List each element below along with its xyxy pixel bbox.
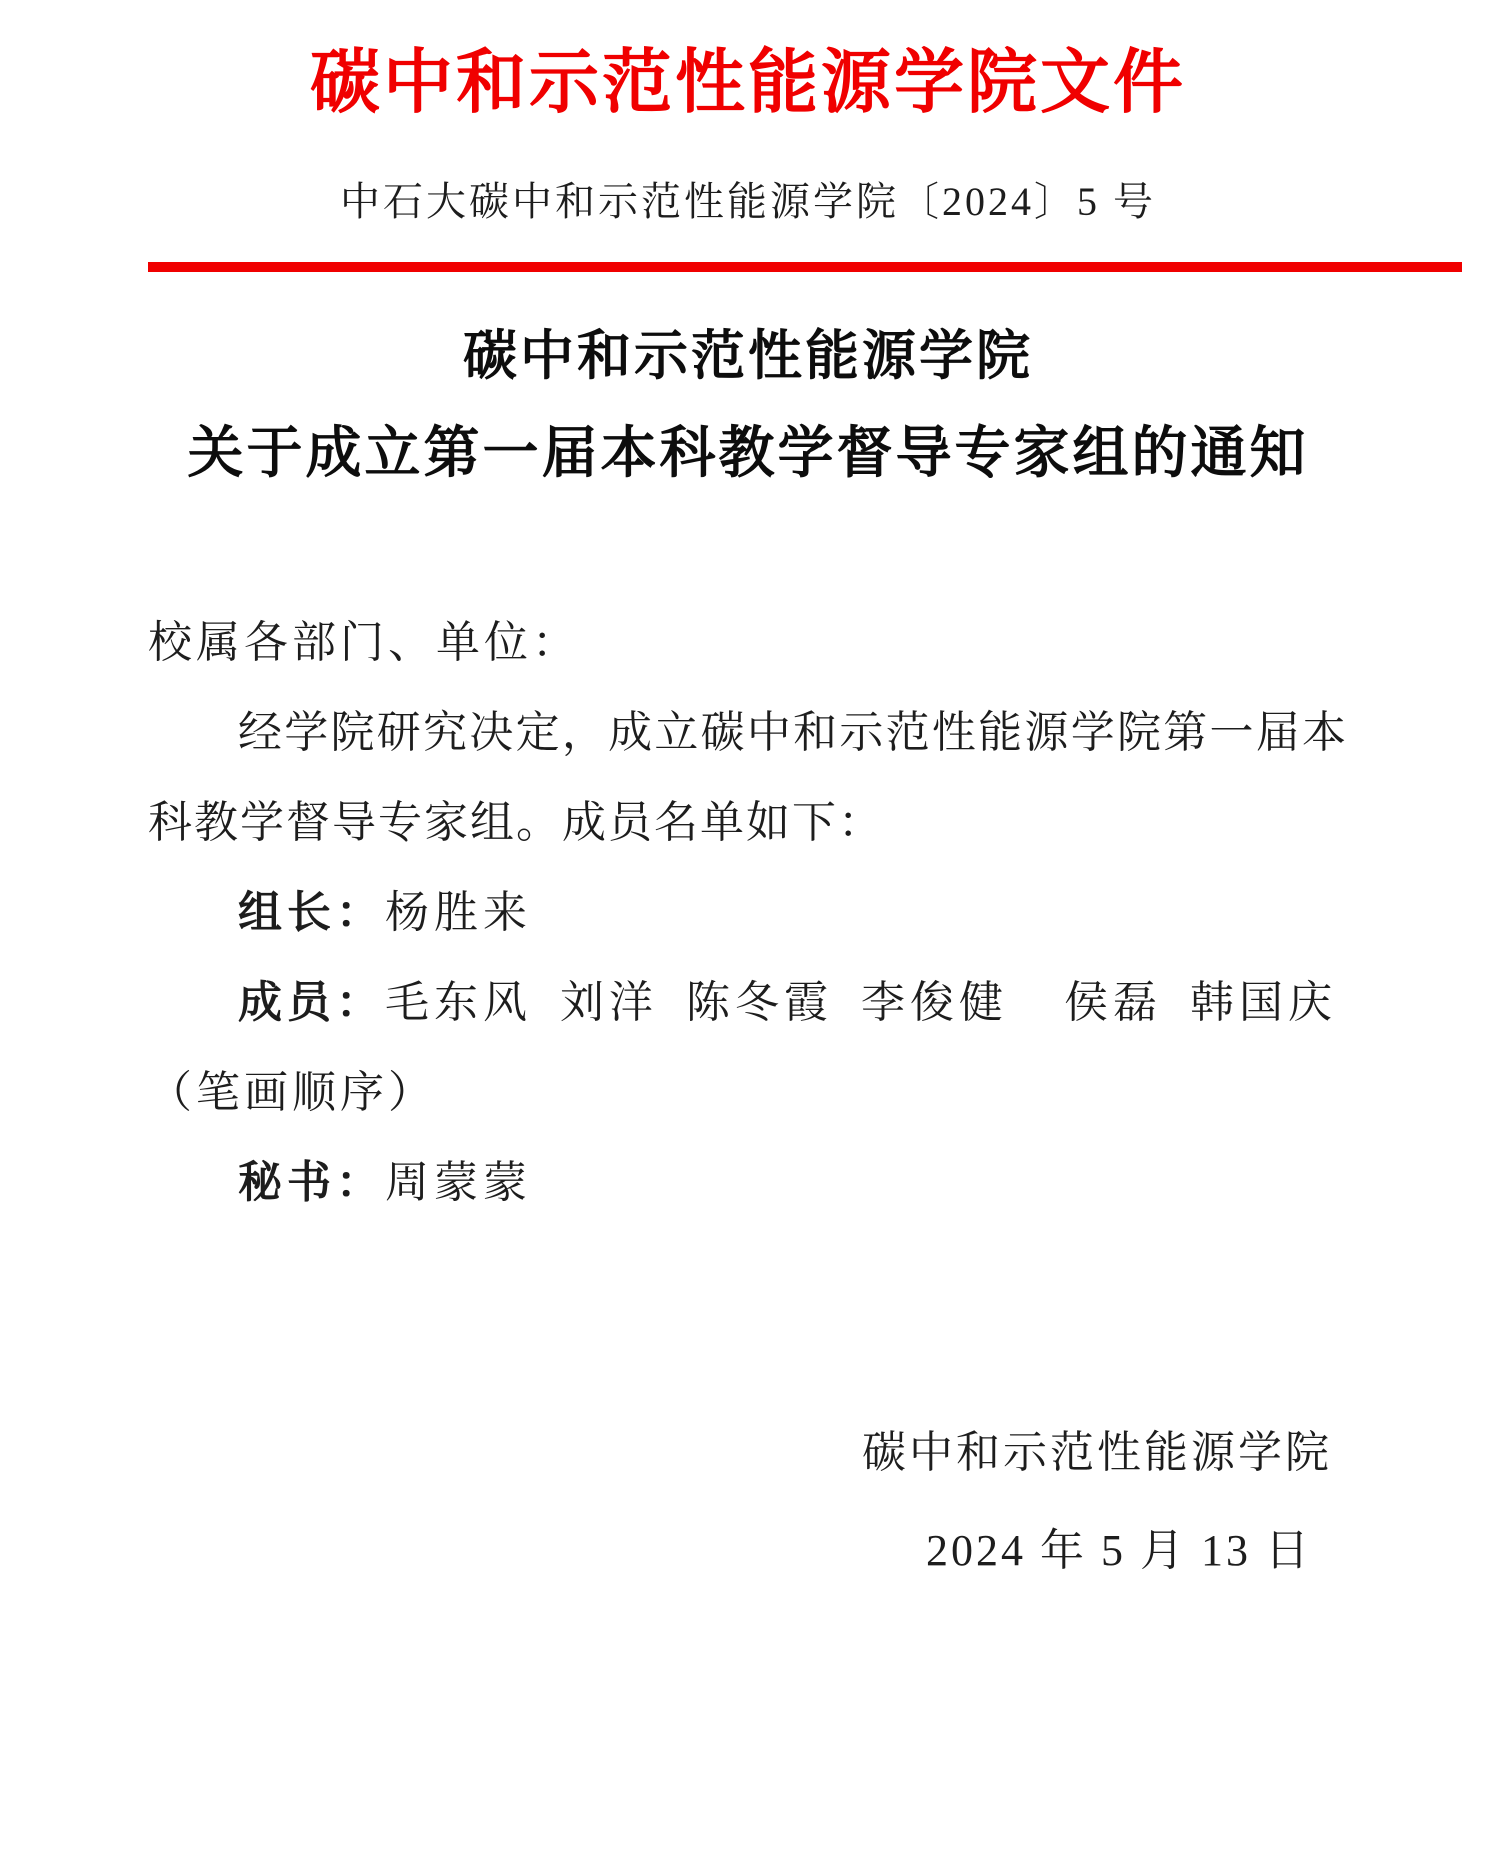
members-label: 成员： (238, 978, 385, 1027)
secretary-label: 秘书： (238, 1158, 385, 1207)
members-row (148, 958, 1348, 1048)
doc-title-line-1: 碳中和示范性能源学院 (463, 326, 1033, 386)
members-names: 毛东风 刘洋 陈冬霞 李俊健 侯磊 韩国庆 (385, 978, 1337, 1027)
leader-row (148, 868, 1348, 958)
leader-label: 组长： (238, 888, 385, 937)
doc-title (148, 318, 1348, 492)
signature-block (148, 1408, 1348, 1596)
body-paragraph: 经学院研究决定，成立碳中和示范性能源学院第一届本科教学督导专家组。成员名单如下： (148, 708, 1348, 847)
doc-number: 中石大碳中和示范性能源学院〔2024〕5 号 (340, 179, 1156, 224)
red-divider-line (148, 262, 1462, 272)
doc-body (148, 598, 1348, 1228)
leader-name: 杨胜来 (385, 888, 532, 937)
salutation: 校属各部门、单位： (148, 618, 580, 667)
doc-title-line-2: 关于成立第一届本科教学督导专家组的通知 (187, 423, 1309, 485)
members-note: （笔画顺序） (148, 1068, 436, 1117)
signature-org: 碳中和示范性能源学院 (862, 1428, 1332, 1477)
signature-date: 2024 年 5 月 13 日 (926, 1526, 1312, 1575)
secretary-name: 周蒙蒙 (385, 1158, 532, 1207)
letterhead-title: 碳中和示范性能源学院文件 (310, 45, 1186, 122)
secretary-row (148, 1138, 1348, 1228)
